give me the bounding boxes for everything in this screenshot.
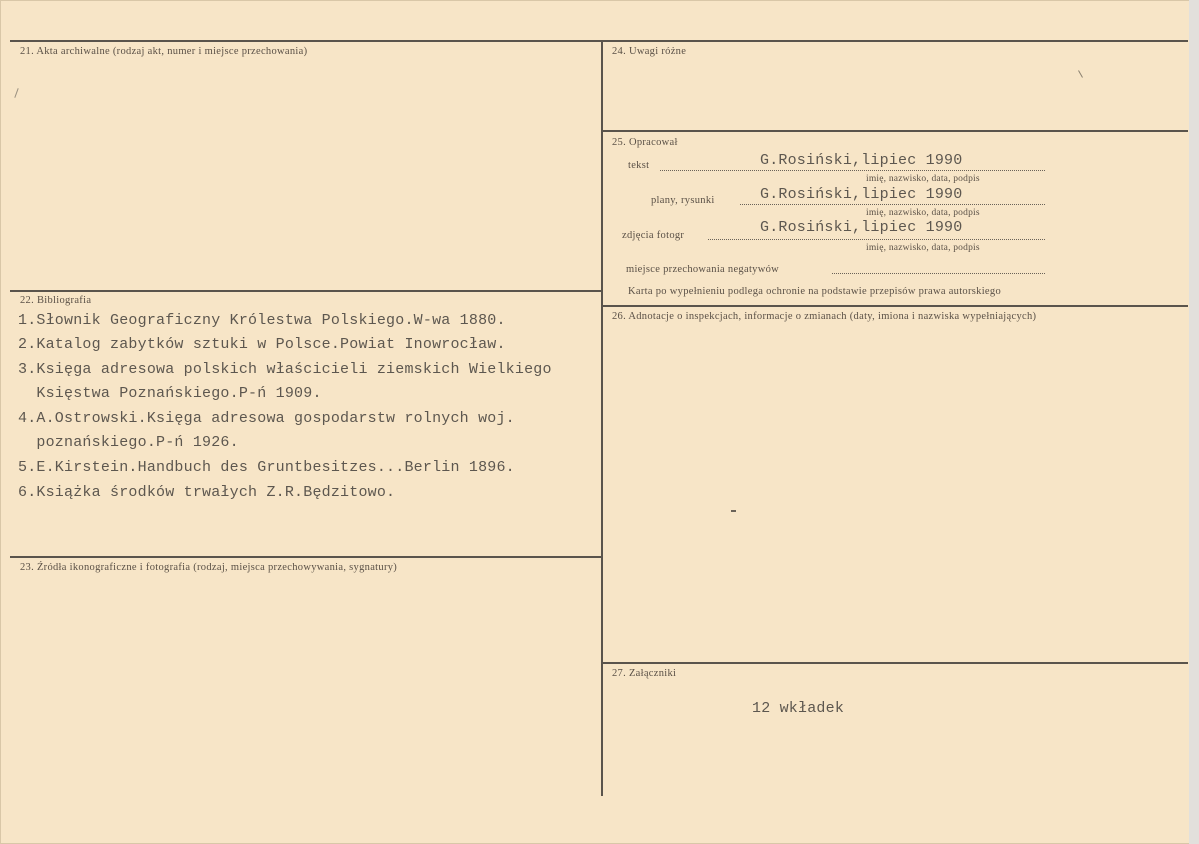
bibliography-line-2: 2.Katalog zabytków sztuki w Polsce.Powiat Inowrocław. [18,336,506,353]
rule-25-26 [602,305,1188,307]
rule-26-27 [602,662,1188,664]
section-23-label: 23. Źródła ikonograficzne i fotografia (rodzaj, miejsca przechowywania, sygnatury) [20,562,398,573]
bibliography-line-3: 3.Księga adresowa polskich właścicieli ziemskich Wielkiego [18,361,552,378]
tekst-dotted-line [660,170,1045,171]
scratch-mark [1078,70,1083,77]
tekst-label: tekst [628,160,650,171]
section-21-label: 21. Akta archiwalne (rodzaj akt, numer i miejsce przechowania) [20,46,308,57]
plany-value: G.Rosiński,lipiec 1990 [760,186,963,203]
section-26-label: 26. Adnotacje o inspekcjach, informacje o zmianach (daty, imiona i nazwiska wypełniających) [612,311,1037,322]
section-22-label: 22. Bibliografia [20,295,92,306]
attachments-value: 12 wkładek [752,700,845,717]
plany-label: plany, rysunki [651,195,715,206]
negatywy-dotted-line [832,273,1045,274]
tekst-value: G.Rosiński,lipiec 1990 [760,152,963,169]
top-rule [10,40,1188,42]
card-edge [1189,0,1199,844]
stray-mark [731,510,736,512]
center-divider [601,40,603,796]
plany-caption: imię, nazwisko, data, podpis [866,208,980,218]
plany-dotted-line [740,204,1045,205]
zdjecia-caption: imię, nazwisko, data, podpis [866,243,980,253]
rule-21-22 [10,290,602,292]
rule-22-23 [10,556,602,558]
section-24-label: 24. Uwagi różne [612,46,687,57]
section-27-label: 27. Załączniki [612,668,677,679]
bibliography-line-7: 5.E.Kirstein.Handbuch des Gruntbesitzes...Berlin 1896. [18,459,515,476]
bibliography-line-1: 1.Słownik Geograficzny Królestwa Polskiego.W-wa 1880. [18,312,506,329]
copyright-note: Karta po wypełnieniu podlega ochronie na podstawie przepisów prawa autorskiego [628,286,1001,297]
bibliography-line-5: 4.A.Ostrowski.Księga adresowa gospodarstw rolnych woj. [18,410,515,427]
section-25-label: 25. Opracował [612,137,678,148]
bibliography-line-6: poznańskiego.P-ń 1926. [18,434,239,451]
zdjecia-value: G.Rosiński,lipiec 1990 [760,219,963,236]
bibliography-line-4: Księstwa Poznańskiego.P-ń 1909. [18,385,322,402]
bibliography-line-8: 6.Książka środków trwałych Z.R.Będzitowo. [18,484,396,501]
zdjecia-label: zdjęcia fotogr [622,230,685,241]
zdjecia-dotted-line [708,239,1045,240]
tekst-caption: imię, nazwisko, data, podpis [866,174,980,184]
scratch-mark-2 [14,88,18,98]
rule-24-25 [602,130,1188,132]
negatywy-label: miejsce przechowania negatywów [626,264,780,275]
